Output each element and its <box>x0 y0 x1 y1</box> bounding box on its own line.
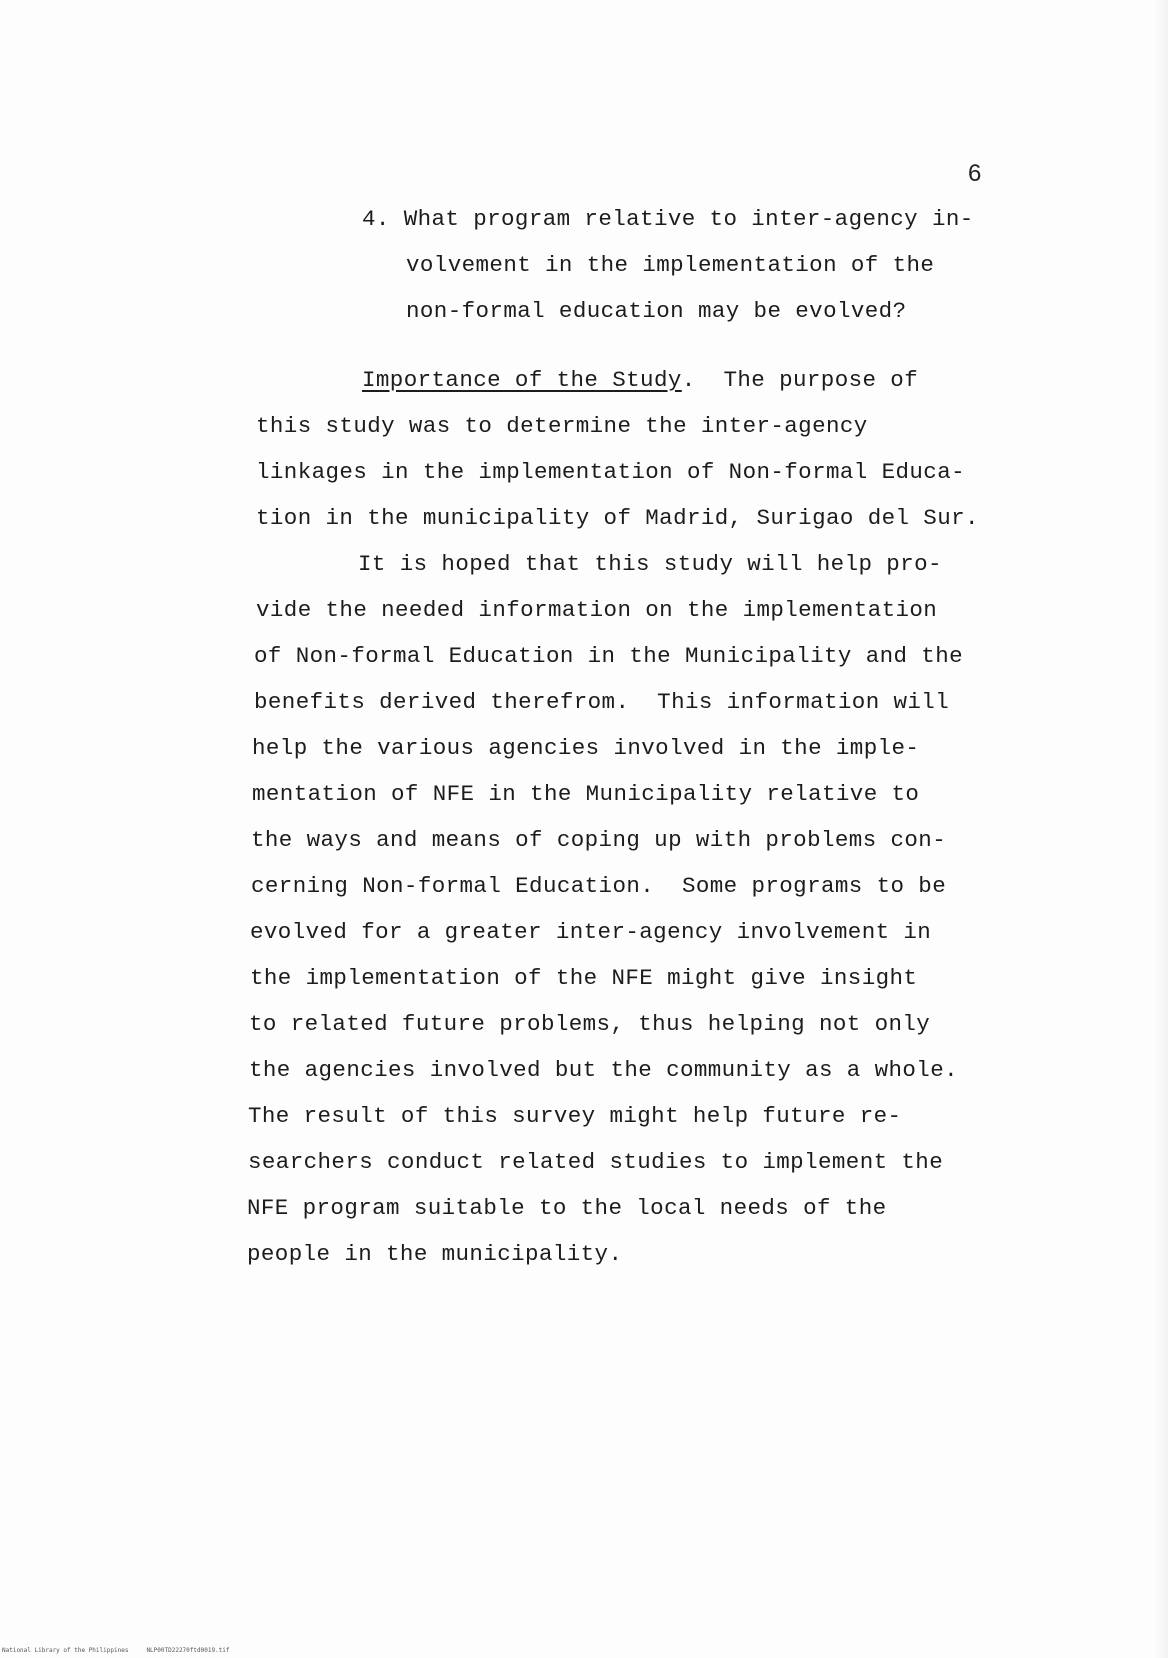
paragraph-line: the ways and means of coping up with problems con- <box>251 827 947 853</box>
importance-first-line-rest: . The purpose of <box>681 367 919 393</box>
question-4-line-2: volvement in the implementation of the <box>406 252 935 278</box>
question-4-line-1: 4. What program relative to inter-agency in- <box>362 206 974 232</box>
paragraph-line: the implementation of the NFE might give insight <box>250 965 918 991</box>
footer-file: NLP00TD22270ftd0019.tif <box>146 1647 230 1654</box>
paragraph-line: It is hoped that this study will help pro- <box>358 551 942 577</box>
paragraph-line: help the various agencies involved in the imple- <box>252 735 920 761</box>
importance-heading: Importance of the Study <box>362 367 682 393</box>
paragraph-line: benefits derived therefrom. This information will <box>254 689 950 715</box>
paragraph-line: people in the municipality. <box>247 1241 623 1267</box>
importance-line: tion in the municipality of Madrid, Surigao del Sur. <box>256 505 979 531</box>
paragraph-line: searchers conduct related studies to implement the <box>248 1149 944 1175</box>
paragraph-line: evolved for a greater inter-agency involvement in <box>250 919 932 945</box>
paragraph-line: mentation of NFE in the Municipality relative to <box>252 781 920 807</box>
paragraph-line: NFE program suitable to the local needs of the <box>247 1195 887 1221</box>
scan-footer <box>2 1647 248 1654</box>
footer-library: National Library of the Philippines <box>2 1647 129 1654</box>
importance-first-line <box>362 367 918 393</box>
importance-line: this study was to determine the inter-agency <box>256 413 868 439</box>
scan-edge-shading <box>1154 0 1168 1658</box>
paragraph-line: vide the needed information on the implementation <box>256 597 938 623</box>
paragraph-line: to related future problems, thus helping not only <box>249 1011 931 1037</box>
paragraph-line: of Non-formal Education in the Municipality and the <box>254 643 964 669</box>
page-number: 6 <box>968 160 982 187</box>
paragraph-line: The result of this survey might help future re- <box>248 1103 902 1129</box>
question-4-line-3: non-formal education may be evolved? <box>406 298 907 324</box>
importance-line: linkages in the implementation of Non-formal Educa- <box>256 459 966 485</box>
paragraph-line: cerning Non-formal Education. Some programs to be <box>251 873 947 899</box>
paragraph-line: the agencies involved but the community as a whole. <box>249 1057 959 1083</box>
